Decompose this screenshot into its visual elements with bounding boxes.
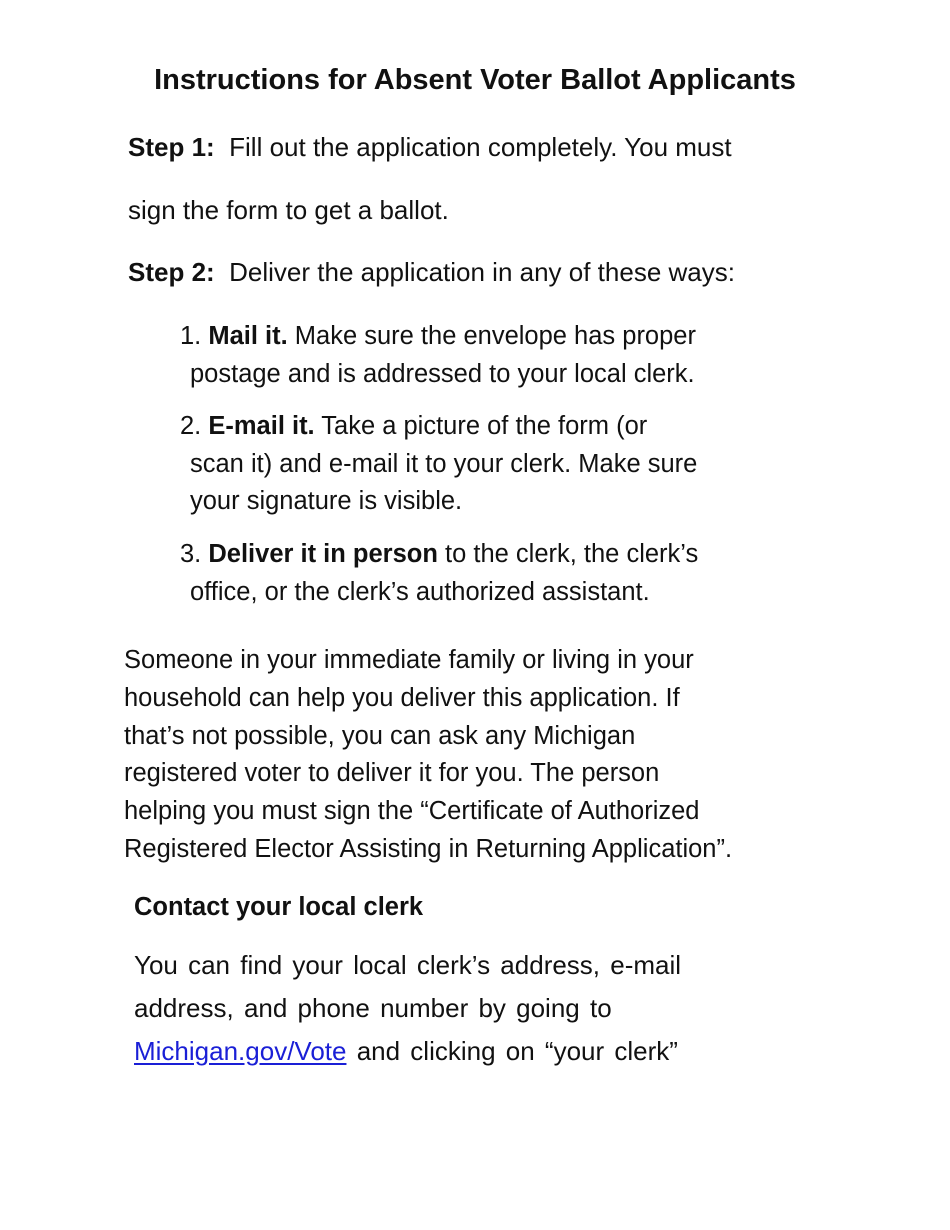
contact-paragraph — [134, 944, 834, 1073]
list-item-lead: E-mail it. — [208, 412, 315, 440]
list-item-lead: Mail it. — [208, 322, 288, 350]
step-1-text: Fill out the application completely. You must — [229, 132, 732, 162]
list-item-text: Take a picture of the form (or — [314, 412, 648, 440]
contact-heading: Contact your local clerk — [134, 893, 424, 921]
contact-line-2: address, and phone number by going to — [134, 993, 612, 1023]
step-2-line — [128, 241, 735, 304]
step-1-line-1 — [128, 116, 732, 179]
assistance-line: Someone in your immediate family or living in your — [124, 646, 694, 674]
step-1-line-2: sign the form to get a ballot. — [128, 195, 449, 225]
list-item-in-person — [180, 536, 820, 611]
list-item-lead: Deliver it in person — [208, 540, 438, 568]
assistance-line: registered voter to deliver it for you. The person — [124, 759, 660, 788]
list-item-in-person-line-1 — [180, 536, 820, 574]
step-2-text: Deliver the application in any of these ways: — [229, 257, 735, 287]
contact-line-3 — [134, 1030, 834, 1073]
assistance-paragraph — [124, 642, 884, 869]
contact-line-3-text: and clicking on “your clerk” — [346, 1036, 678, 1066]
list-item-in-person-line-2: office, or the clerk’s authorized assistant. — [190, 577, 650, 606]
step-2-label: Step 2: — [128, 257, 215, 287]
contact-line-1: You can find your local clerk’s address, e-mail — [134, 950, 682, 980]
list-item-text: to the clerk, the clerk’s — [437, 540, 699, 568]
list-number: 2. — [180, 412, 202, 440]
list-item-mail-line-1 — [180, 318, 820, 356]
page-title: Instructions for Absent Voter Ballot Applicants — [154, 64, 796, 96]
list-item-text: Make sure the envelope has proper — [287, 322, 696, 350]
list-item-mail-line-2: postage and is addressed to your local clerk. — [190, 359, 695, 388]
list-item-email-line-3: your signature is visible. — [190, 487, 463, 515]
michigan-vote-link[interactable]: Michigan.gov/Vote — [134, 1036, 347, 1066]
assistance-line: helping you must sign the “Certificate of Authorized — [124, 797, 700, 826]
list-item-email-line-2: scan it) and e-mail it to your clerk. Make sure — [190, 449, 698, 478]
assistance-line: that’s not possible, you can ask any Michigan — [124, 721, 636, 750]
assistance-line: Registered Elector Assisting in Returning Application”. — [124, 834, 733, 863]
list-item-email — [180, 408, 820, 521]
list-number: 3. — [180, 540, 202, 568]
list-item-mail — [180, 318, 820, 393]
list-number: 1. — [180, 322, 202, 350]
assistance-line: household can help you deliver this application. If — [124, 683, 680, 712]
list-item-email-line-1 — [180, 408, 820, 446]
step-1-label: Step 1: — [128, 132, 215, 162]
